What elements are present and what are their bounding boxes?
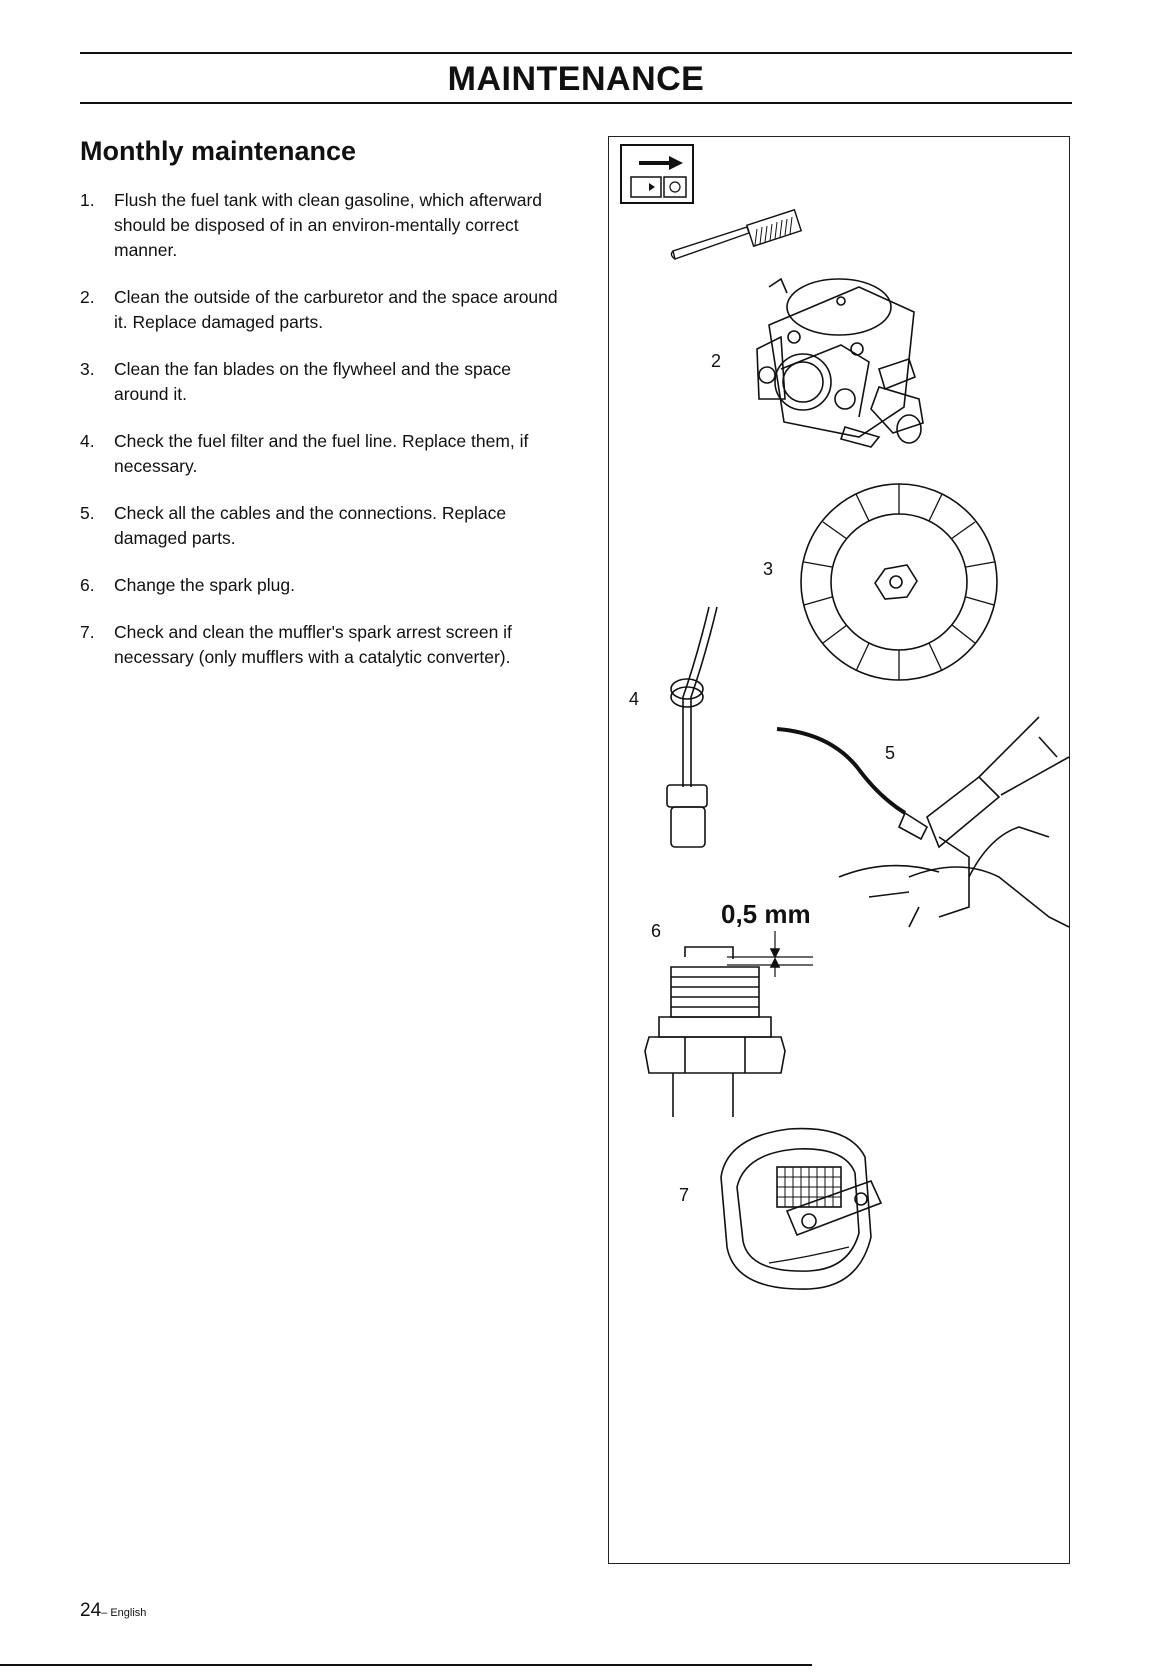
gap-measurement-label: 0,5 mm [721, 899, 811, 929]
figure-label-3: 3 [763, 559, 774, 579]
page-language: – English [101, 1607, 147, 1619]
step-number: 7. [80, 622, 95, 642]
illustration-panel [608, 136, 1070, 1564]
flywheel-icon [801, 484, 997, 680]
muffler-icon [721, 1129, 881, 1290]
arrow-right-icon [621, 145, 693, 203]
spark-plug-icon [645, 931, 813, 1117]
step-item [80, 429, 560, 479]
page-footer [80, 1600, 146, 1622]
step-number: 6. [80, 575, 95, 595]
step-text: Change the spark plug. [114, 575, 295, 595]
step-item [80, 357, 560, 407]
step-number: 4. [80, 431, 95, 451]
step-item [80, 285, 560, 335]
figure-label-2: 2 [711, 351, 722, 371]
figure-label-6: 6 [651, 921, 662, 941]
figure-label-7: 7 [679, 1185, 690, 1205]
header-top-rule [80, 52, 1072, 54]
carburetor-icon [757, 279, 923, 447]
step-text: Check all the cables and the connections. Replace damaged parts. [114, 503, 507, 548]
step-item [80, 620, 560, 670]
step-number: 3. [80, 359, 95, 379]
step-number: 2. [80, 287, 95, 307]
step-text: Check and clean the muffler's spark arrest screen if necessary (only mufflers with a catalytic converter). [114, 622, 512, 667]
step-item [80, 573, 560, 598]
bottom-rule [0, 1664, 812, 1666]
figure-label-4: 4 [629, 689, 640, 709]
step-text: Check the fuel filter and the fuel line. Replace them, if necessary. [114, 431, 529, 476]
section-title: Monthly maintenance [80, 136, 357, 166]
step-number: 5. [80, 503, 95, 523]
page-header-title: MAINTENANCE [447, 60, 705, 98]
step-text: Clean the outside of the carburetor and the space around it. Replace damaged parts. [114, 287, 558, 332]
fuel-filter-icon [667, 607, 717, 847]
step-text: Clean the fan blades on the flywheel and the space around it. [114, 359, 511, 404]
maintenance-steps-list [80, 188, 560, 692]
maintenance-illustration [609, 137, 1071, 1565]
step-number: 1. [80, 190, 95, 210]
step-item [80, 188, 560, 263]
figure-label-5: 5 [885, 743, 896, 763]
step-text: Flush the fuel tank with clean gasoline, which afterward should be disposed of in an environ-mentally correct manner. [114, 190, 543, 260]
spark-plug-cable-icon [777, 717, 1069, 927]
page-number: 24 [80, 1600, 102, 1621]
brush-icon [671, 210, 801, 259]
header-bottom-rule [80, 102, 1072, 104]
step-item [80, 501, 560, 551]
